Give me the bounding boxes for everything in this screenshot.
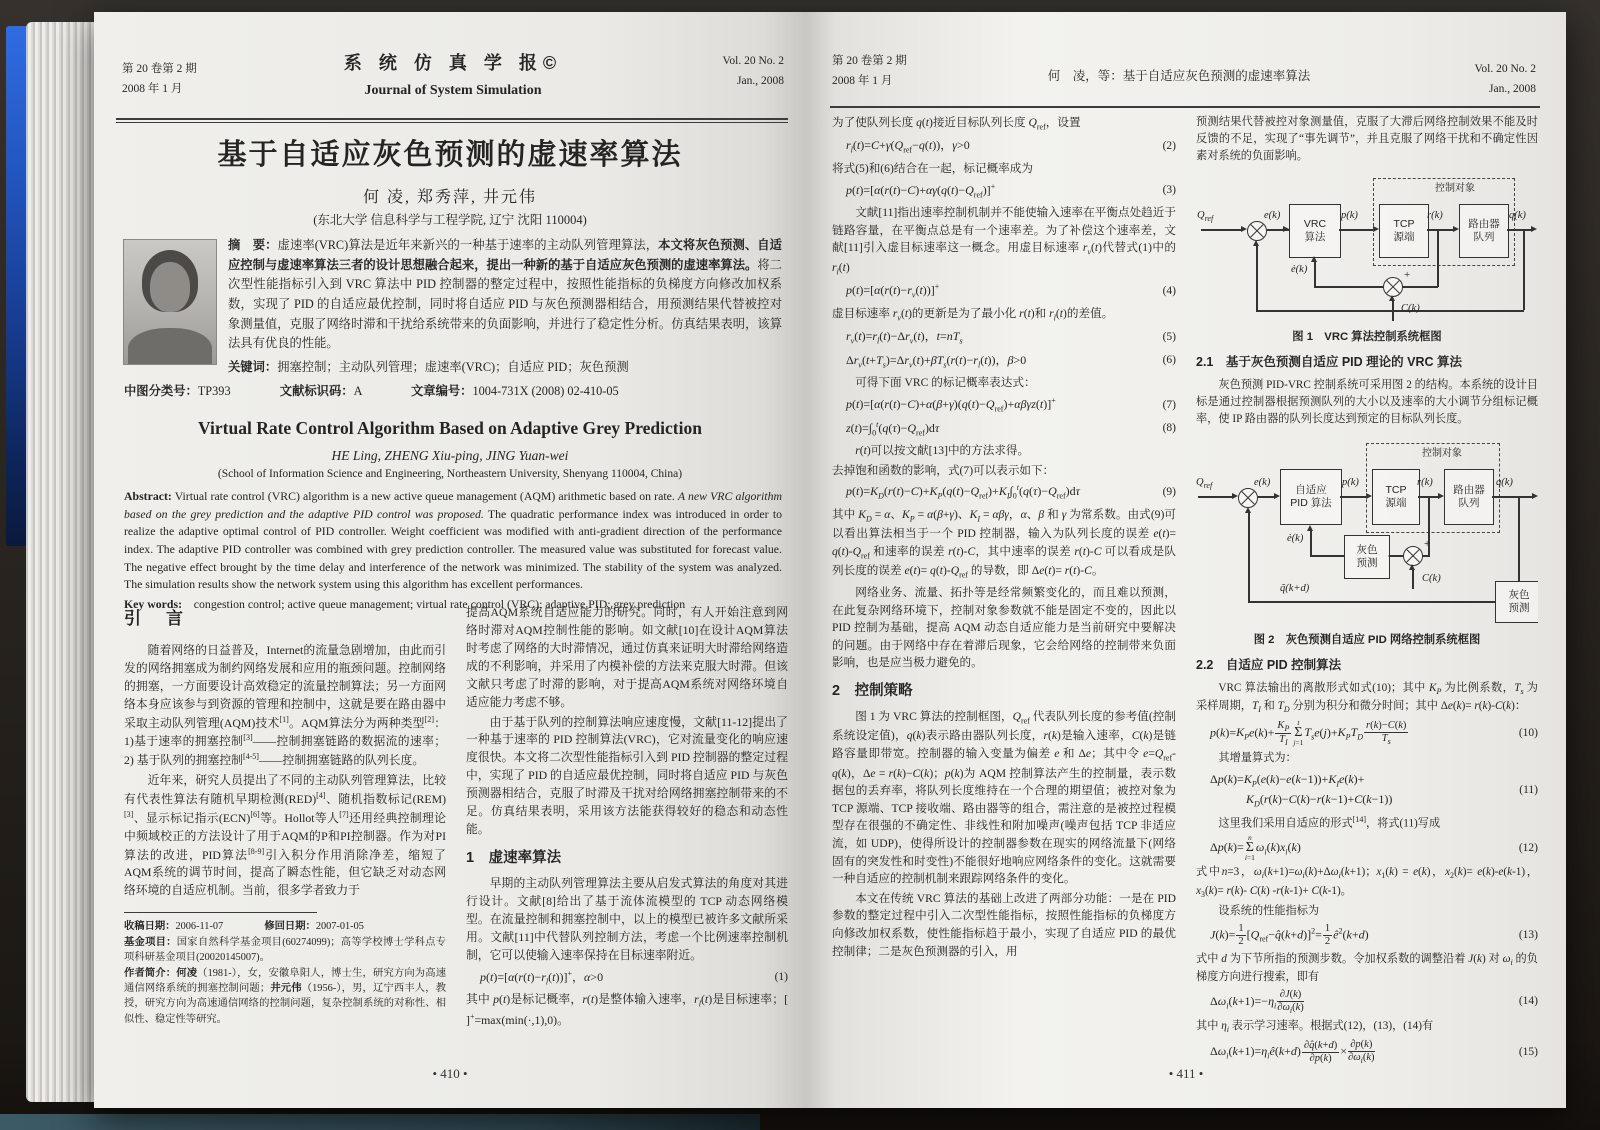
fig2-pk-label: p(k) [1342,477,1359,489]
equation-number: (9) [1162,485,1176,498]
photo-face [150,262,190,312]
equation-number: (5) [1162,330,1176,343]
summing-junction-icon [1238,488,1258,508]
equation-number: (3) [1162,184,1176,197]
right-page [806,12,1566,1108]
figure-2-caption: 图 2 灰色预测自适应 PID 网络控制系统框图 [1253,634,1481,647]
page-number-left: • 410 • [432,1066,468,1081]
open-journal [94,12,1566,1108]
fig1-ek-label: e(k) [1264,210,1281,222]
paragraph: 随着网络的日益普及，Internet的流量急剧增加，由此而引发的网络拥塞成为制约网络发展和应用的瓶颈问题。控制网络的拥塞，一方面要设计高效稳定的流量控制算法；另一方面网络本身应该参与到资源的管理和控制中，这就是要在路由器中采取主动队列管理(AQM)技术[1]。AQM算法分为两种类型[2]：1)基于速率的拥塞控制[3]——控制拥塞链路的数据流的速率；2) 基于队列的拥塞控制[4-5]——控制拥塞链路的队列长度。 [124,642,446,768]
equation-number: (8) [1162,422,1176,435]
fig1-plus-label: + [1404,269,1411,282]
equation-number: (4) [1162,284,1176,297]
fig2-qk-label: q(k) [1496,477,1513,489]
paragraph: VRC 算法输出的离散形式如式(10)；其中 $K_P$ 为比例系数，$T_s$ 为采样周期，$T_I$ 和 $T_D$ 分别为积分和微分时间；其中 Δe(k)= r(k)-C(k)： [1196,682,1538,715]
figure-1-caption: 图 1 VRC 算法控制系统框图 [1292,331,1442,344]
arrowhead [1311,256,1317,262]
arrowhead [1531,226,1537,232]
paragraph: 式中 d 为下节所指的预测步数。令加权系数的调整沿着 J(k) 对 $\omega_i$ 的负梯度方向进行搜索，即有 [1196,952,1538,984]
paragraph: 将式(5)和(6)结合在一起，标记概率成为 [832,162,1033,176]
equation-number: (6) [1162,354,1176,367]
connector-line [1248,601,1495,603]
header-vol-block [723,52,784,91]
left-column-2 [466,604,788,1076]
paragraph: 灰色预测 PID-VRC 控制系统可采用图 2 的结构。本系统的设计目标是通过控制器根据预测队列的大小以及速率的大小调节分组标记概率，使 IP 路由器的队列长度达到预定的目标队列长度。 [1196,379,1538,425]
fig2-grey-box-1: 灰色 预测 [1344,535,1390,579]
connector-line [1256,310,1524,312]
connector-line [1201,229,1241,231]
equation-14 [1196,989,1538,1015]
fig1-ck-label: C(k) [1401,303,1420,315]
equation-9 [832,482,1176,503]
summing-junction-icon [1403,546,1423,566]
equation-body: J(k)= $\frac{1}{2}$ $[Q_{ref}-q̂(k+d)]^2=$ $\frac{1}{2}$ $ê^2(k+d)$ [1210,922,1369,947]
equation-4 [832,281,1176,302]
fig1-plant-label: 控制对象 [1435,183,1475,195]
paragraph: 图 1 为 VRC 算法的控制框图，$Q_{ref}$ 代表队列长度的参考值(控制系统设定值)，q(k)表示路由器队列长度，r(k)是输入速率，C(k)是链路容量即带宽。控制器的输入变量为偏差 e 和 Δe；其中令 $e=Q_{ref}-q(k)$，Δe = r(k)−C(k)；p(k)为 AQM 控制算法产生的控制量，表示数据包的丢弃率，将队列长度维持在一个合理的期望值；被控对象为 TCP 源端、TCP 接收端、路由器等的组合，需注意的是被控过程模型存在很强的不确定性、非线性和附加噪声(噪声包括 TCP 非适应流，如 UDP)，使得所设计的控制器参数在现实的网络流量下(网络固有的突发性和时变性)不能很好地响应网络条件的变化。这就需要一种自适应的控制机制来跟踪网络条件的变化。 [832,710,1176,886]
fig2-ck-label: C(k) [1422,573,1441,585]
paragraph: 为了使队列长度 q(t)接近目标队列长度 $Q_{ref}$，设置 [832,116,1081,132]
table-surface-strip [0,1114,760,1130]
equation-body: $p(t)=[\alpha(r(t)-r_l(t))]^+$，α>0 [480,968,604,987]
paragraph: 早期的主动队列管理算法主要从启发式算法的角度对其进行设计。文献[8]给出了基于流体流模型的 TCP 动态网络模型。在流量控制和拥塞控制中，以上的模型已被许多文献所采用。文献[11]中代替队列控制方法，考虑一个比例速率控制机制，它可以使输入速率保持在目标速率附近。 [466,876,788,962]
abstract-en: Abstract: Virtual rate control (VRC) algorithm is a new active queue management (AQM) arithmetic based on rate. A new VRC algorithm based on the grey prediction and the adaptive PID control was proposed. The quadratic performance index was introduced in order to realize the adaptive optimal control of PID controller. Weight coefficient was modified with anti-gradient direction of the performance index. The adaptive PID controller was combined with grey prediction controller. The measured value was substituted for forecast value. The negative effect brought by the time delay and interference of the network was minimized. The stability of the system was analyzed. The simulation results show the network system using this algorithm has excellent performances. [124,489,782,592]
footnote-received: 收稿日期：2006-11-07 修回日期：2007-01-05 [124,921,364,933]
journal-title-en: Journal of System Simulation [364,82,542,98]
date-en: Jan., 2008 [1489,82,1536,95]
fig2-pid-box: 自适应 PID 算法 [1280,469,1342,525]
book-cover-edge [6,26,28,546]
equation-body: $\Delta\omega_i(k+1)=-\eta_i$ $\frac{\partial J(k)}{\partial\omega_i(k)}$ [1210,988,1304,1015]
arrowhead [1532,493,1538,499]
connector-line [1314,260,1316,287]
equation-body: $\Delta p(k)=K_P(e(k)-e(k-1))+K_Ie(k)+$ $K_D(r(k)-C(k)-r(k-1)+C(k-1))$ [1210,771,1393,809]
clc-line: 中图分类号：TP393 文献标识码：A 文章编号：1004-731X (2008) 02-410-05 [124,383,619,398]
fig2-router-box: 路由器 队列 [1444,469,1494,525]
paragraph: 虚目标速率 $r_v(t)$的更新是为了最小化 r(t)和 $r_l(t)$的差值。 [832,306,1114,323]
intro-heading: 引 言 [124,609,187,628]
header-vol-block [1475,60,1536,99]
fig2-plus-label: + [1424,538,1431,551]
connector-line [1198,496,1232,498]
connector-line [1248,511,1250,601]
connector-line [1492,496,1534,498]
equation-body: $p(t)=[\alpha(r(t)-C)+\alpha\gamma(q(t)-Q_{ref})]^+$ [846,181,996,200]
equation-body: Δp(k)= n Σ i=1 $\omega_i(k)x_i(k)$ [1210,833,1301,862]
paper-title-en: Virtual Rate Control Algorithm Based on Adaptive Grey Prediction [198,418,702,438]
fig2-grey-box-2: 灰色 预测 [1495,581,1538,623]
paragraph: 其中 $\eta_i$ 表示学习速率。根据式(12)，(13)，(14)有 [1196,1020,1434,1035]
paragraph: 预测结果代替被控对象测量值，克服了大滞后网络控制效果不能及时反馈的不足，实现了“事先调节”，并且克服了网络干扰和不确定性因素对系统的负面影响。 [1196,116,1538,162]
paragraph: 由于基于队列的控制算法响应速度慢，文献[11-12]提出了一种基于速率的 PID 控制算法(VRC)，它对流量变化的响应速度很快。本文将二次型性能指标引入到 PID 控制器的整定过程中，实现了 PID 的自适应最优控制，同时将自适应 PID 与灰色预测器相结合，克服了时滞及干扰对给网络拥塞控制带来的不足。仿真结果表明，采用该方法能获得较好的稳态和动态性能。 [466,714,788,837]
fig2-qtilde-label: q̃(k+d) [1280,583,1310,595]
authors-en: HE Ling, ZHENG Xiu-ping, JING Yuan-wei [331,448,569,463]
paragraph: 其增量算式为： [1218,752,1297,765]
summing-junction-icon [1383,277,1403,297]
fig2-tcp-box: TCP 源端 [1372,469,1420,525]
fig2-rk-label: r(k) [1417,477,1433,489]
issue-cn: 第 20 卷第 2 期 [832,55,907,67]
equation-number: (10) [1518,726,1538,739]
equation-2 [832,136,1176,157]
connector-line [1258,496,1274,498]
fig1-tcp-box: TCP 源端 [1379,204,1429,258]
equation-body: $z(t)=\int_0^t(q(\tau)-Q_{ref})d\tau$ [846,419,940,437]
page-number-right: • 411 • [1168,1066,1204,1081]
keywords-cn: 关键词：拥塞控制；主动队列管理；虚速率(VRC)；自适应 PID；灰色预测 [228,360,629,375]
paragraph: 本文在传统 VRC 算法的基础上改进了两部分功能：一是在 PID 参数的整定过程中引入二次型性能指标，按照性能指标的负梯度方向修改加权系数，使性能指标趋于最小，实现了自适应 PID 的最优控制律；二是灰色预测器的引入，用 [832,891,1176,958]
running-title: 何 凌，等：基于自适应灰色预测的虚速率算法 [1047,69,1311,83]
paragraph: 去掉饱和函数的影响，式(7)可以表示如下： [832,463,1055,477]
paragraph: 其中 p(t)是标记概率，r(t)是整体输入速率，$r_l(t)$是目标速率；[ ]+=max(min(·,1),0)。 [466,992,788,1027]
fig2-plant-label: 控制对象 [1422,448,1462,460]
right-page-header [832,52,1536,104]
arrowhead [1253,240,1259,246]
fig2-qref-label: $Q_{ref}$ [1196,477,1213,491]
date-en: Jan., 2008 [737,74,784,87]
connector-line [1507,229,1533,231]
fig1-vrc-box: VRC 算法 [1289,204,1341,258]
footnote-fund: 基金项目：国家自然科学基金项目(60274099)；高等学校博士学科点专项科研基金项目(20020145007)。 [124,936,446,964]
equation-number: (11) [1519,783,1538,796]
equation-number: (13) [1518,928,1538,941]
fig1-router-box: 路由器 队列 [1459,204,1509,258]
vol-en: Vol. 20 No. 2 [722,55,784,67]
equation-body: $r_v(t)=r_l(t)-\Delta r_v(t)$，$t=nT_s$ [846,329,963,346]
section-2-2-heading: 2.2 自适应 PID 控制算法 [1196,658,1342,673]
fig2-ek-label: e(k) [1254,477,1271,489]
equation-body: $p(t)=K_D(r(t)-C)+K_P(q(t)-Q_{ref})+K_I\int_0^t(q(\tau)-Q_{ref})d\tau$ [846,483,1080,501]
paragraph: 提高AQM系统自适应能力的研究。同时，有人开始注意到网络时滞对AQM控制性能的影响。如文献[10]在设计AQM算法时考虑了网络的大时滞情况，通过仿真来证明大时滞给网络造成的不利影响，并采用了内模补偿的方法来克服大时滞。但该文献只考虑了时滞的影响，对于提高AQM系统对网络环境自适应能力考虑不够。 [466,605,788,709]
paragraph: 文献[11]指出速率控制机制并不能使输入速率在平衡点处趋近于链路容量，在平衡点总是有一个速率差。为了补偿这个速率差，文献[11]引入虚目标速率这一概念。用虚目标速率 $r_v(t)$代替式(1)中的 $r_l(t)$ [832,206,1176,277]
paragraph: r(t)可以按文献[13]中的方法求得。 [855,444,1030,458]
paragraph: 近年来，研究人员提出了不同的主动队列管理算法，比较有代表性算法有随机早期检测(RED)[4]、随机指数标记(REM)[3]、显示标记指示(ECN)[6]等。Hollot等人[7]还用经典控制理论中频域校正的方法设计了用于AQM的P和PI控制器。作为对PI算法的改进，PID算法[8-9]引入积分作用消除净差，缩短了AQM系统的调节时间，提高了瞬态性能，但它缺乏对动态网络环境的自适应机制。当前，很多学者致力于 [124,773,446,898]
section-2-heading: 2 控制策略 [832,682,913,699]
header-issue-block [832,52,907,91]
left-column-1 [124,604,446,1056]
affiliation-en: (School of Information Science and Engineering, Northeastern University, Shenyang 110004, China) [217,468,683,480]
connector-line [1422,555,1430,557]
issue-cn: 第 20 卷第 2 期 [122,63,197,75]
summing-junction-icon [1247,221,1267,241]
connector-line [1340,496,1366,498]
equation-8 [832,419,1176,440]
abstract-block [124,236,782,401]
connector-line [1437,230,1439,287]
connector-line [1314,286,1383,288]
authors-cn: 何 凌, 郑秀萍, 井元伟 [362,189,537,206]
equation-body: $p(t)=[\alpha(r(t)-r_v(t))]^+$ [846,282,940,300]
equation-body: $r_l(t)=C+\gamma(Q_{ref}-q(t))$，γ>0 [846,138,970,155]
equation-15 [1196,1039,1538,1065]
author-photo [124,240,216,364]
fig1-qk-label: q(k) [1509,210,1526,222]
fig1-edot-label: ė(k) [1291,264,1308,276]
keywords-en: Key words: congestion control; active queue management; virtual rate control (VRC); adaptive PID; grey prediction [124,597,686,612]
header-rule [830,106,1540,108]
vol-en: Vol. 20 No. 2 [1474,63,1536,75]
equation-12 [1196,835,1538,861]
affiliation-cn: (东北大学 信息科学与工程学院, 辽宁 沈阳 110004) [313,213,587,227]
equation-number: (14) [1518,995,1538,1008]
figure-1-diagram [1197,168,1537,324]
arrowhead [1409,564,1415,570]
equation-number: (15) [1518,1045,1538,1058]
figure-2-diagram [1196,431,1538,627]
equation-number: (2) [1162,140,1176,152]
journal-title-block [122,48,784,102]
paragraph: 可得下面 VRC 的标记概率表达式： [855,376,1036,390]
equation-6 [832,351,1176,372]
photo-torso [128,328,212,364]
equation-body: $p(t)=[\alpha(r(t)-C)+\alpha(\beta+\gamma)(q(t)-Q_{ref})+\alpha\beta\gamma z(t)]^+$ [846,396,1056,414]
fig1-pk-label: p(k) [1341,210,1358,222]
connector-line [1388,555,1403,557]
paragraph: 设系统的性能指标为 [1218,904,1320,917]
equation-number: (1) [774,971,788,984]
connector-line [1392,299,1394,321]
date-cn: 2008 年 1 月 [122,82,183,95]
journal-title-cn: 系 统 仿 真 学 报© [343,53,563,73]
section-2-1-heading: 2.1 基于灰色预测自适应 PID 理论的 VRC 算法 [1196,355,1462,370]
connector-line [1310,555,1344,557]
fig1-rk-label: r(k) [1427,210,1443,222]
section-1-heading: 1 虚速率算法 [466,849,562,866]
footnote-rule [124,912,317,913]
abstract-cn: 摘 要：虚速率(VRC)算法是近年来新兴的一种基于速率的主动队列管理算法，本文将灰色预测、自适应控制与虚速率算法三者的设计思想融合起来，提出一种新的基于自适应灰色预测的虚速率算法。将二次型性能指标引入到 VRC 算法中 PID 控制器的整定过程中，按照性能指标的负梯度方向修改加权系数，实现了 PID 的自适应最优控制，同时将自适应 PID 与灰色预测器相结合，用预测结果代替被控对象测量值，克服了网络时滞和干扰给系统带来的负面影响，并进行了稳定性分析。仿真结果表明，该算法具有优良的性能。 [228,238,782,351]
equation-7 [832,395,1176,416]
paragraph: 式中n=3，$\omega_i(k+1)=\omega_i(k)+\Delta\omega_i(k+1)$；$x_1(k) = e(k)$，$x_2(k)= e(k)-e(k-1)$，$x_3(k)= r(k)-$ C(k) -r(k-1)+ C(k-1)。 [1196,866,1538,899]
header-rule [116,118,788,123]
left-page [94,12,806,1108]
connector-line [1401,286,1438,288]
paper-title: 基于自适应灰色预测的虚速率算法 [217,139,683,171]
connector-line [1339,229,1373,231]
arrowhead [1389,295,1395,301]
footnote-bio: 作者简介：何凌（1981-），女，安徽阜阳人，博士生，研究方向为高速通信网络系统的拥塞控制问题；井元伟（1956-），男，辽宁西丰人，教授，研究方向为高速通信网络的控制问题，复杂控制系统的对称性、相似性、稳定性等研究。 [124,967,446,1025]
equation-3 [832,181,1176,202]
equation-body: $p(k)=K_Pe(k)+$ $\frac{K_P}{T_I}$ t Σ j=1 $T_se(j)+K_PT_D$ $\frac{r(k)-C(k)}{T_s}$ [1210,718,1407,747]
equation-10 [1196,720,1538,748]
connector-line [1523,230,1525,310]
page-edge-stack [26,22,96,1102]
arrowhead [1245,507,1251,513]
equation-body: $\Delta\omega_i(k+1)=\eta_iê(k+d)$ $\frac{\partial q̂(k+d)}{\partial p(k)}$ × $\frac{\partial p(k)}{\partial\omega_i(k)}$ [1210,1039,1375,1066]
paragraph: 其中 $K_D = \alpha$、$K_P = \alpha(\beta+\gamma)$、$K_I = \alpha\beta\gamma$，α、β 和 γ 为常系数。由式(9)可以看出算法相当于一个 PID 控制器，输入为队列长度的误差 $e(t)= q(t)-Q_{ref}$ 和速率的误差 r(t)-C，其中速率的误差 r(t)-C 可以看成是队列长度的误差 $e(t)= q(t)-Q_{ref}$ 的导数，即 Δe(t)= r(t)-C。 [832,507,1176,580]
equation-number: (7) [1162,398,1176,411]
equation-5 [832,327,1176,348]
equation-13 [1196,923,1538,948]
right-column-2 [1196,114,1538,1076]
right-column-1 [832,114,1176,1070]
connector-line [1518,497,1520,581]
paragraph: 网络业务、流量、拓扑等是经常频繁变化的，而且难以预测，在此复杂网络环境下，控制对象参数就不能是固定不变的，因此以 PID 控制为基础，提高 AQM 动态自适应能力是当前研究中要解决的问题。由于网络中存在着滞后现象，它会给网络的控制带来负面影响，也是应当极力避免的。 [832,585,1176,670]
fig1-qref-label: $Q_{ref}$ [1197,210,1214,224]
left-page-header [122,48,784,112]
connector-line [1412,568,1414,589]
date-cn: 2008 年 1 月 [832,74,893,87]
fig2-edot-label: ė(k) [1287,533,1304,545]
arrowhead [1307,525,1313,531]
connector-line [1256,244,1258,310]
equation-body: $\Delta r_v(t+T_s)=\Delta r_v(t)+\beta T_s(r(t)-r_l(t))$，β>0 [846,352,1027,370]
connector-line [1427,229,1453,231]
equation-number: (12) [1518,841,1538,854]
abstract-block-en [124,488,782,614]
equation-1 [466,968,788,989]
equation-11 [1196,770,1538,811]
connector-line [1310,529,1312,556]
paragraph: 这里我们采用自适应的形式[14]，将式(11)写成 [1218,814,1441,830]
